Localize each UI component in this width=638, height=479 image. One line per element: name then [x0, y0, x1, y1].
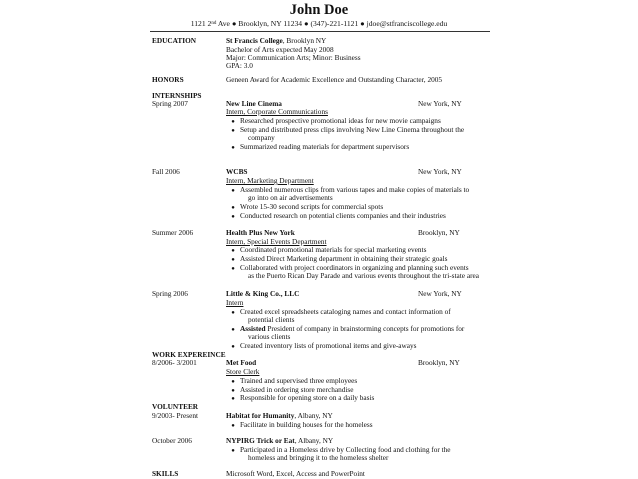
contact-line: 1121 2nd Ave ● Brooklyn, NY 11234 ● (347)-221-1121 ● jdoe@stfranciscollege.edu — [190, 19, 448, 28]
job-date: Spring 2006 — [152, 289, 188, 298]
job-date: Spring 2007 — [152, 99, 188, 108]
job-org: Little & King Co., LLC — [226, 289, 300, 298]
job-bullet: ● Setup and distributed press clips involving New Line Cinema throughout the — [231, 125, 465, 134]
job-bullet: ● Assisted Direct Marketing department in obtaining their strategic goals — [231, 254, 448, 263]
work-org: Met Food — [226, 358, 257, 367]
section-label-volunteer: VOLUNTEER — [152, 402, 199, 411]
job-location: New York, NY — [418, 289, 462, 298]
job-bullet: ● Coordinated promotional materials for special marketing events — [231, 245, 427, 254]
job-date: Summer 2006 — [152, 228, 194, 237]
work-bullet: ● Assisted in ordering store merchandise — [231, 385, 354, 394]
section-label-honors: HONORS — [152, 75, 184, 84]
job-bullet: ● Wrote 15-30 second scripts for commercial spots — [231, 202, 384, 211]
job-org: Health Plus New York — [226, 228, 295, 237]
job-title: Intern, Marketing Department — [226, 176, 314, 185]
job-title: Intern, Corporate Communications — [226, 107, 328, 116]
gpa-line: GPA: 3.0 — [226, 61, 253, 70]
job-bullet: ● Summarized reading materials for department supervisors — [231, 142, 410, 151]
volunteer-bullet-continuation: homeless and bringing it to the homeless shelter — [248, 453, 389, 462]
job-location: New York, NY — [418, 99, 462, 108]
work-date: 8/2006- 3/2001 — [152, 358, 197, 367]
volunteer-bullet: ● Facilitate in building houses for the homeless — [231, 420, 373, 429]
work-title: Store Clerk — [226, 367, 260, 376]
school-line: St Francis College, Brooklyn NY — [226, 36, 327, 45]
resume-name: John Doe — [289, 2, 349, 18]
job-bullet: ● Created excel spreadsheets cataloging names and contact information of — [231, 307, 451, 316]
job-bullet: ● Assisted President of company in brainstorming concepts for promotions for — [231, 324, 465, 333]
volunteer-date: 9/2003- Present — [152, 411, 199, 420]
section-label-skills: SKILLS — [152, 469, 179, 478]
honors-text: Geneen Award for Academic Excellence and Outstanding Character, 2005 — [226, 75, 443, 84]
volunteer-date: October 2006 — [152, 436, 192, 445]
job-bullet: ● Researched prospective promotional ideas for new movie campaigns — [231, 116, 441, 125]
job-bullet-continuation: as the Puerto Rican Day Parade and various events throughout the tri-state area — [248, 271, 479, 280]
job-bullet: ● Collaborated with project coordinators in organizing and planning such events — [231, 263, 469, 272]
section-label-education: EDUCATION — [152, 36, 197, 45]
section-label-internships: INTERNSHIPS — [152, 91, 202, 100]
job-location: Brooklyn, NY — [418, 228, 460, 237]
volunteer-bullet: ● Participated in a Homeless drive by Collecting food and clothing for the — [231, 445, 451, 454]
job-bullet: ● Created inventory lists of promotional items and give-aways — [231, 341, 417, 350]
job-location: New York, NY — [418, 167, 462, 176]
work-bullet: ● Trained and supervised three employees — [231, 376, 358, 385]
job-bullet-continuation: go into on air advertisements — [248, 193, 333, 202]
job-bullet: ● Conducted research on potential clients companies and their industries — [231, 211, 446, 220]
job-date: Fall 2006 — [152, 167, 180, 176]
job-title: Intern, Special Events Department — [226, 237, 327, 246]
skills-text: Microsoft Word, Excel, Access and PowerPoint — [226, 469, 365, 478]
job-title: Intern — [226, 298, 244, 307]
job-bullet: ● Assembled numerous clips from various tapes and make copies of materials to — [231, 185, 470, 194]
job-bullet-continuation: company — [248, 133, 275, 142]
job-org: WCBS — [226, 167, 248, 176]
header-divider — [150, 31, 490, 32]
work-location: Brooklyn, NY — [418, 358, 460, 367]
job-bullet-continuation: various clients — [248, 332, 291, 341]
section-label-work: WORK EXPEREINCE — [152, 350, 226, 359]
work-bullet: ● Responsible for opening store on a daily basis — [231, 393, 375, 402]
volunteer-org-line: NYPIRG Trick or Eat, Albany, NY — [226, 436, 334, 445]
degree-line: Bachelor of Arts expected May 2008 — [226, 45, 334, 54]
job-bullet-continuation: potential clients — [248, 315, 295, 324]
volunteer-org-line: Habitat for Humanity, Albany, NY — [226, 411, 333, 420]
major-line: Major: Communication Arts; Minor: Business — [226, 53, 361, 62]
job-org: New Line Cinema — [226, 99, 282, 108]
